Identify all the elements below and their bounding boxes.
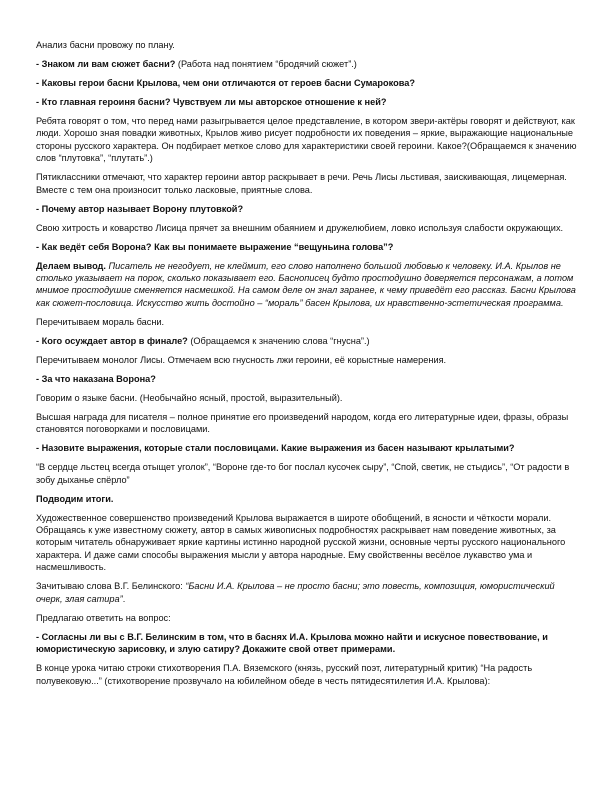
paragraph-summing-up xyxy=(36,493,582,505)
body-text: (Обращаемся к значению слова “гнусна”.) xyxy=(187,335,370,346)
paragraph-intro xyxy=(36,39,582,51)
paragraph-vyazemsky xyxy=(36,662,582,687)
paragraph-suggest xyxy=(36,612,582,624)
paragraph-conclusion xyxy=(36,260,582,310)
paragraph-q-plot xyxy=(36,58,582,70)
bold-text: - Знаком ли вам сюжет басни? xyxy=(36,59,176,69)
bold-text: - Кого осуждает автор в финале? xyxy=(36,335,188,346)
paragraph-fifth-graders xyxy=(36,171,582,196)
paragraph-q-heroine xyxy=(36,96,582,108)
body-text: Свою хитрость и коварство Лисица прячет за внешним обаянием и дружелюбием, ловко используя слабости окружающих. xyxy=(36,222,564,233)
paragraph-q-punished xyxy=(36,373,582,385)
bold-text: - Почему автор называет Ворону плутовкой? xyxy=(36,203,244,214)
body-text: (Работа над понятием “бродячий сюжет”.) xyxy=(175,59,357,69)
body-text: “В сердце льстец всегда отыщет уголок”, “Вороне где-то бог послал кусочек сыру”, “Спой, светик, не стыдись”, “От радости в зобу дыханье спёрло” xyxy=(36,462,570,485)
paragraph-artistic xyxy=(36,512,582,574)
body-text: В конце урока читаю строки стихотворения П.А. Вяземского (князь, русский поэт, литературный критик) “На радость полувековую...” (стихотворение прозвучало на юбилейном обеде в честь пятидесятилетия И.А. Крылова): xyxy=(36,663,533,686)
bold-text: - Согласны ли вы с В.Г. Белинским в том, что в баснях И.А. Крылова можно найти и искусное повествование, и юмористическую зарисовку, и злую сатиру? Докажите свой ответ примерами. xyxy=(36,631,548,655)
body-text: Ребята говорят о том, что перед нами разыгрывается целое представление, в котором звери-актёры говорят и действуют, как люди. Хорошо зная повадки животных, Крылов живо рисует подробности их поведения – яркие, выражающие национальные стороны русского характера. Он подбирает меткое слово для характеристики своей героини. Какое?(Обращаемся к значению слов “плутовка”, “плутать”.) xyxy=(36,116,577,164)
paragraph-language xyxy=(36,392,582,404)
bold-text: - Назовите выражения, которые стали пословицами. Какие выражения из басен называют крылатыми? xyxy=(36,443,515,454)
bold-text: - Как ведёт себя Ворона? Как вы понимаете выражение “вещуньина голова”? xyxy=(36,241,394,252)
body-text: Перечитываем мораль басни. xyxy=(36,316,165,327)
bold-text: Делаем вывод. xyxy=(36,260,106,271)
bold-text: - Кто главная героиня басни? Чувствуем ли мы авторское отношение к ней? xyxy=(36,97,387,107)
paragraph-q-prophetic xyxy=(36,241,582,253)
paragraph-q-sayings xyxy=(36,442,582,454)
body-text: Говорим о языке басни. (Необычайно ясный, простой, выразительный). xyxy=(36,392,343,403)
body-text: . xyxy=(122,593,126,604)
body-text: Перечитываем монолог Лисы. Отмечаем всю гнусность лжи героини, её корыстные намерения. xyxy=(36,354,447,365)
bold-text: Подводим итоги. xyxy=(36,493,114,504)
paragraph-q-crow xyxy=(36,203,582,215)
paragraph-q-condemn xyxy=(36,335,582,347)
bold-text: - За что наказана Ворона? xyxy=(36,373,156,384)
body-text: Анализ басни провожу по плану. xyxy=(36,40,175,50)
paragraph-q-heroes xyxy=(36,77,582,89)
italic-text: Писатель не негодует, не клеймит, его слово наполнено большой любовью к человеку. И.А. Крылов не столько указывает на порок, сколько показывает его. Баснописец будто простодушно доверяется персонажам, а потом мнимое простодушие сменяется насмешкой. На самом деле он знал заранее, к чему приведёт его рассказ. Басни Крылова как сюжет-пословица. Искусство жить достойно – “мораль” басен Крылова, их нравственно-эстетическая программа. xyxy=(36,260,576,308)
paragraph-children-say xyxy=(36,115,582,165)
body-text: Пятиклассники отмечают, что характер героини автор раскрывает в речи. Речь Лисы льстивая, заискивающая, лицемерная. Вместе с тем она произносит только ласковые, приятные слова. xyxy=(36,172,567,195)
paragraph-belinsky xyxy=(36,580,582,605)
body-text: Зачитываю слова В.Г. Белинского: xyxy=(36,581,186,592)
body-text: Высшая награда для писателя – полное принятие его произведений народом, когда его литературные идеи, фразы, образы становятся поговорками и пословицами. xyxy=(36,411,569,435)
paragraph-cunning xyxy=(36,222,582,234)
body-text: Предлагаю ответить на вопрос: xyxy=(36,612,171,623)
paragraph-sayings xyxy=(36,461,582,486)
paragraph-highest-award xyxy=(36,411,582,436)
body-text: Художественное совершенство произведений Крылова выражается в широте обобщений, в ясности и чёткости морали. Обращаясь к уже известному сюжету, автор в самых живописных подробностях раскрывает нам поведение животных, за которым читатель обнаруживает яркие картины истинно народной русской жизни, основные черты русского национального характера. И даже сами способы выражения мысли у автора народные. Ему свойственны весёлое лукавство ума и насмешливость. xyxy=(36,512,566,573)
paragraph-q-agree xyxy=(36,631,582,656)
italic-text: “Басни И.А. Крылова – не просто басни; это повесть, композиция, юмористический очерк, злая сатира” xyxy=(36,581,555,604)
paragraph-reread-moral xyxy=(36,316,582,328)
paragraph-reread-monologue xyxy=(36,354,582,366)
bold-text: - Каковы герои басни Крылова, чем они отличаются от героев басни Сумарокова? xyxy=(36,78,415,88)
